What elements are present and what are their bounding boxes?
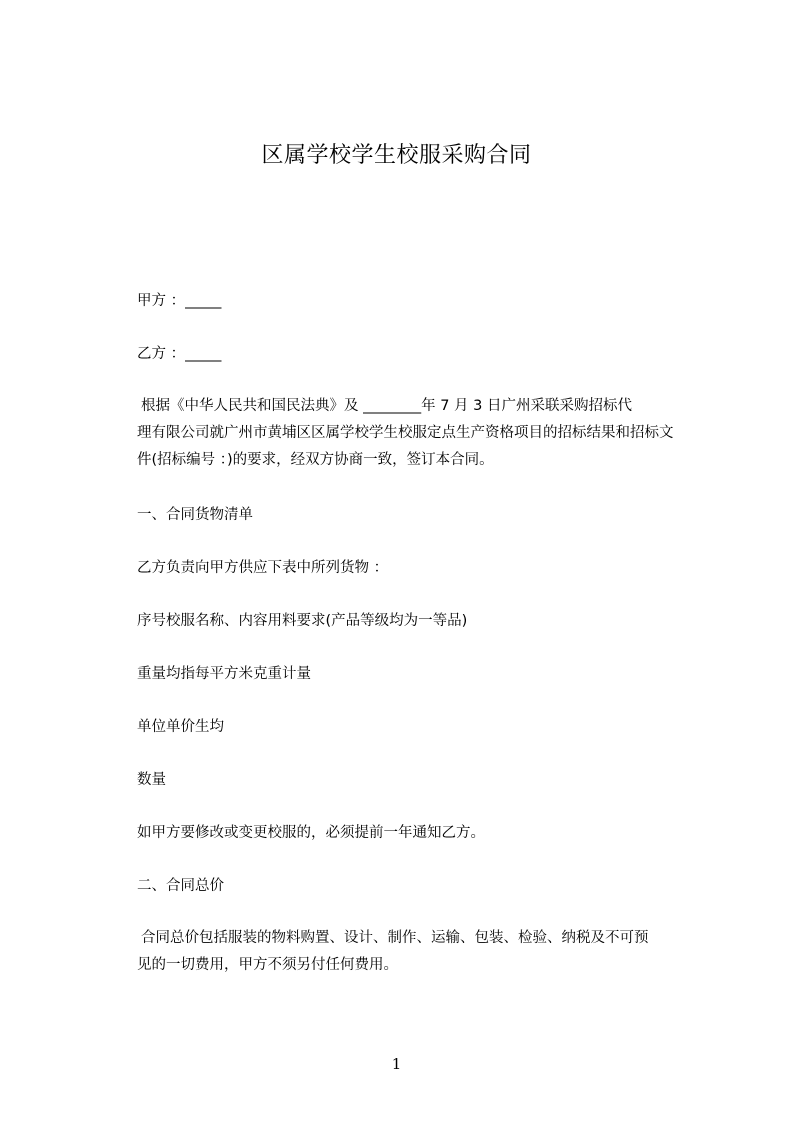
table-header-1: 序号校服名称、内容用料要求(产品等级均为一等品) xyxy=(137,613,468,629)
preamble-line-3: 件(招标编号 ：)的要求，经双方协商一致，签订本合同。 xyxy=(137,452,494,468)
section-2-heading: 二、合同总价 xyxy=(137,878,224,894)
document-title: 区属学校学生校服采购合同 xyxy=(261,143,532,168)
change-notice: 如甲方要修改或变更校服的，必须提前一年通知乙方。 xyxy=(137,825,485,841)
section-1-heading: 一、合同货物清单 xyxy=(137,507,253,523)
table-header-2: 重量均指每平方米克重计量 xyxy=(137,666,311,682)
party-a-line: 甲方 ：_____ xyxy=(137,293,222,309)
table-header-3: 单位单价生均 xyxy=(137,719,224,735)
party-b-line: 乙方 ：_____ xyxy=(137,346,222,362)
section-2-paragraph xyxy=(137,925,697,979)
supply-statement: 乙方负责向甲方供应下表中所列货物 ： xyxy=(137,560,389,576)
preamble-line-2: 理有限公司就广州市黄埔区区属学校学生校服定点生产资格项目的招标结果和招标文 xyxy=(137,425,674,441)
preamble-line-1: 根据《中华人民共和国民法典》及 ________年 7 月 3 日广州采联采购招标代 xyxy=(141,398,632,414)
section-2-line-1: 合同总价包括服装的物料购置、设计、制作、运输、包装、检验、纳税及不可预 xyxy=(141,930,649,946)
table-header-4: 数量 xyxy=(137,772,166,788)
page-number: 1 xyxy=(391,1055,402,1073)
section-2-line-2: 见的一切费用，甲方不须另付任何费用。 xyxy=(137,957,398,973)
preamble-paragraph xyxy=(137,393,697,474)
